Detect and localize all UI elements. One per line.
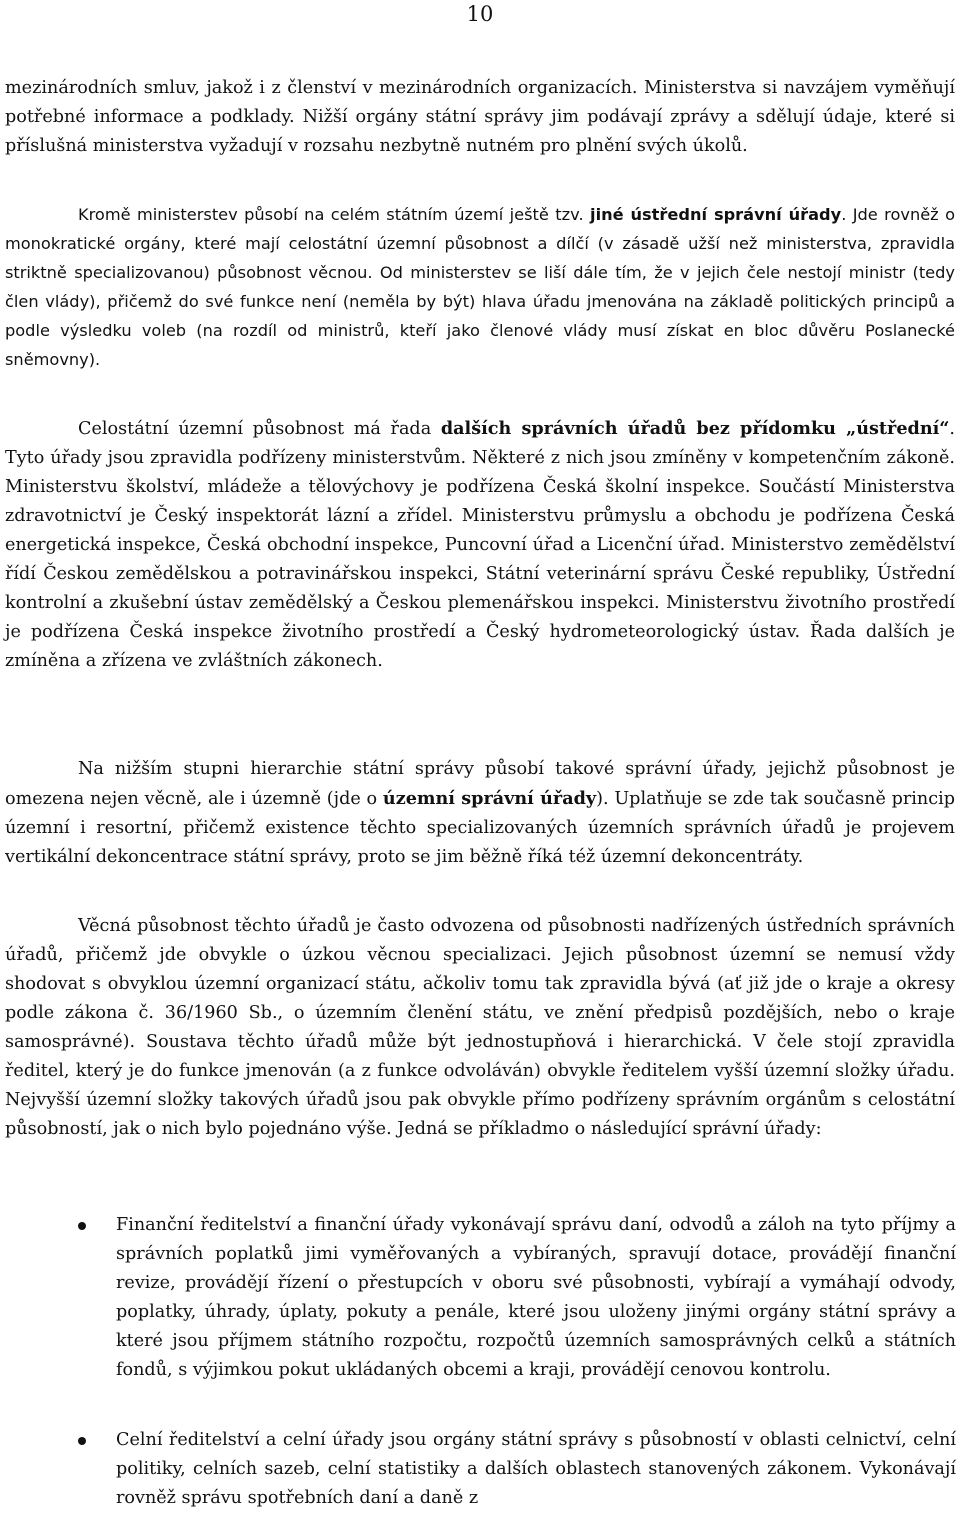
bullet-icon [78, 1222, 86, 1230]
paragraph-competence [5, 912, 955, 1144]
paragraph-rest: ). Uplatňuje se zde tak současně princip územní i resortní, přičemž existence těchto specializovaných územních správních úřadů je projevem vertikální dekoncentrace státní správy, proto se jim běžně říká též územní dekoncentráty. [5, 789, 955, 867]
paragraph-intro: Celostátní územní působnost má řada [78, 419, 441, 439]
paragraph-territorial-offices [5, 755, 955, 872]
bullet-icon [78, 1437, 86, 1445]
list-item-text: Finanční ředitelství a finanční úřady vykonávají správu daní, odvodů a záloh na tyto příjmy a správních poplatků jimi vyměřovaných a vybíraných, spravují dotace, provádějí finanční revize, provádějí řízení o přestupcích v oboru své působnosti, vybírají a vymáhají odvody, poplatky, úhrady, úplaty, pokuty a penále, které jsou uloženy jinými orgány státní správy a které jsou příjmem státního rozpočtu, rozpočtů územních samosprávných celků a státních fondů, s výjimkou pokut ukládaných obcemi a kraji, provádějí cenovou kontrolu. [116, 1215, 956, 1380]
paragraph-rest: . Jde rovněž o monokratické orgány, které mají celostátní územní působnost a dílčí (v zásadě užší než ministerstva, zpravidla striktně specializovanou) působnost věcnou. Od ministerstev se liší dále tím, že v jejich čele nestojí ministr (tedy člen vlády), přičemž do své funkce není (neměla by být) hlava úřadu jmenována na základě politických principů a podle výsledku voleb (na rozdíl od ministrů, kteří jako členové vlády musí získat en bloc důvěru Poslanecké sněmovny). [5, 205, 955, 369]
paragraph-other-offices [5, 414, 955, 676]
paragraph-central-offices [5, 200, 955, 374]
page-number: 10 [466, 2, 494, 26]
list-item-text: Celní ředitelství a celní úřady jsou orgány státní správy s působností v oblasti celnictví, celní politiky, celních sazeb, celní statistiky a dalších oblastech stanovených zákonem. Vykonávají rovněž správu spotřebních daní a daně z [116, 1430, 956, 1508]
paragraph-text: Věcná působnost těchto úřadů je často odvozena od působnosti nadřízených ústředních správních úřadů, přičemž jde obvykle o úzkou věcnou specializaci. Jejich působnost územní se nemusí vždy shodovat s obvyklou územní organizací státu, ačkoliv tomu tak zpravidla bývá (ať již jde o kraje a okresy podle zákona č. 36/1960 Sb., o územním členění státu, ve znění předpisů pozdějších, nebo o kraje samosprávné). Soustava těchto úřadů může být jednostupňová i hierarchická. V čele stojí zpravidla ředitel, který je do funkce jmenován (a z funkce odvoláván) obvykle ředitelem vyšší územní složky úřadu. Nejvyšší územní složky takových úřadů jsou pak obvykle přímo podřízeny správním orgánům s celostátní působností, jak o nich bylo pojednáno výše. Jedná se příkladmo o následující správní úřady: [5, 916, 955, 1139]
paragraph-intro: Na nižším stupni hierarchie státní správy působí takové správní úřady, jejichž působnost je omezena nejen věcně, ale i územně (jde o [5, 759, 955, 809]
term-territorial-offices: územní správní úřady [382, 788, 597, 809]
paragraph-ministry-cooperation [5, 74, 955, 161]
paragraph-intro: Kromě ministerstev působí na celém státním území ještě tzv. [78, 205, 591, 224]
term-other-offices: dalších správních úřadů bez přídomku „ústřední“ [440, 418, 950, 439]
term-other-central-offices: jiné ústřední správní úřady [590, 205, 842, 224]
paragraph-text: mezinárodních smluv, jakož i z členství v mezinárodních organizacích. Ministerstva si navzájem vyměňují potřebné informace a podklady. Nižší orgány státní správy jim podávají zprávy a sdělují údaje, které si příslušná ministerstva vyžadují v rozsahu nezbytně nutném pro plnění svých úkolů. [5, 78, 955, 156]
paragraph-rest: . Tyto úřady jsou zpravidla podřízeny ministerstvům. Některé z nich jsou zmíněny v kompetenčním zákoně. Ministerstvu školství, mládeže a tělovýchovy je podřízena Česká školní inspekce. Součástí Ministerstva zdravotnictví je Český inspektorát lázní a zřídel. Ministerstvu průmyslu a obchodu je podřízena Česká energetická inspekce, Česká obchodní inspekce, Puncovní úřad a Licenční úřad. Ministerstvo zemědělství řídí Českou zemědělskou a potravinářskou inspekci, Státní veterinární správu České republiky, Ústřední kontrolní a zkušební ústav zemědělský a Českou plemenářskou inspekci. Ministerstvu životního prostředí je podřízena Česká inspekce životního prostředí a Český hydrometeorologický ústav. Řada dalších je zmíněna a zřízena ve zvláštních zákonech. [5, 419, 956, 671]
